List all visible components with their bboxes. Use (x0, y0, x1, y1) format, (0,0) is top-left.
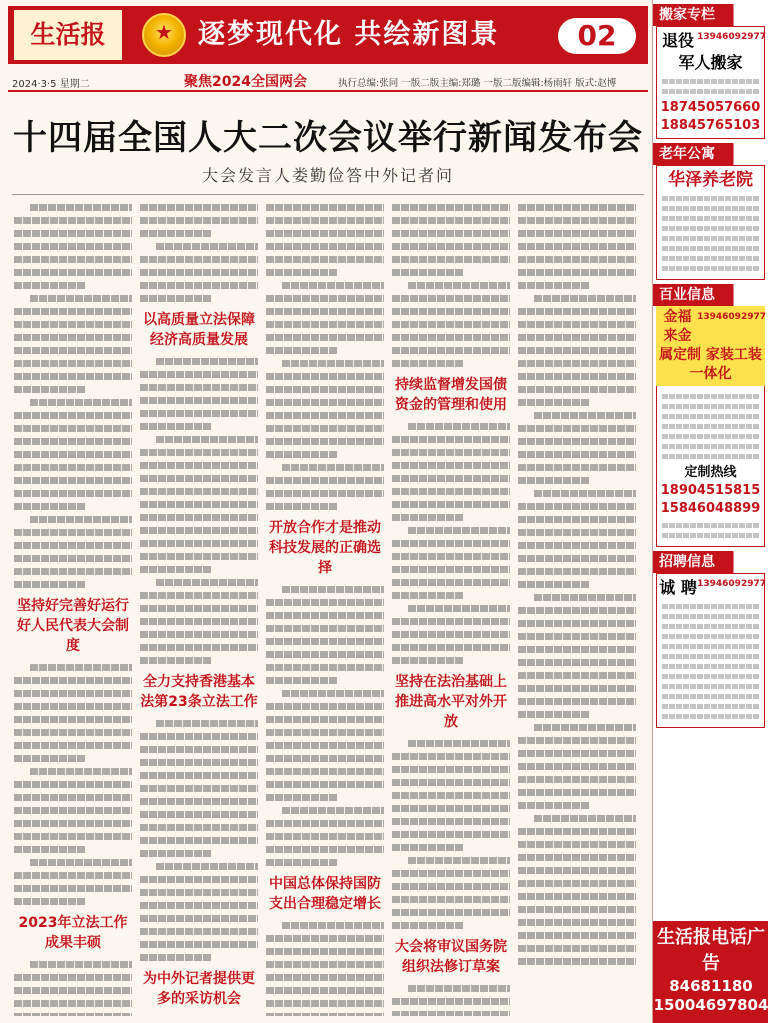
article-column-3 (266, 204, 384, 1016)
phone-ads-number: 84681180 (669, 977, 753, 995)
moving-ads-tag: 搬家专栏 13946092977 (653, 4, 768, 26)
national-emblem-icon (142, 13, 186, 57)
section-heading: 坚持好完善好运行好人民代表大会制度 (17, 598, 129, 654)
general-tag-phone: 13946092977 (697, 312, 766, 322)
custom-hotline-phone: 18904515815 (660, 483, 761, 498)
section-heading: 开放合作才是推动科技发展的正确选择 (269, 520, 381, 576)
article-column-1 (14, 204, 132, 1016)
section-heading: 2023年立法工作成果丰硕 (18, 915, 128, 951)
section-heading: 全力支持香港基本法第23条立法工作 (140, 674, 258, 710)
page-number: 02 (558, 18, 636, 54)
moving-ad-phone: 18845765103 (660, 118, 761, 133)
section-heading: 为中外记者提供更多的采访机会 (143, 971, 255, 1007)
jobs-tag-phone: 13946092977 (697, 579, 766, 589)
article-column-5 (518, 204, 636, 1016)
masthead (8, 6, 648, 64)
editor-credits: 执行总编:张同 一版二版主编:郑璐 一版二版编辑:杨雨轩 版式:赵博 (338, 78, 617, 89)
custom-hotline-phone: 15846048899 (660, 501, 761, 516)
section-heading: 持续监督增发国债资金的管理和使用 (395, 377, 507, 413)
custom-hotline-label: 定制热线 (684, 465, 737, 480)
jobs-ads-tag: 招聘信息 13946092977 (653, 551, 768, 573)
moving-ad-title: 退役军人搬家 (662, 31, 743, 72)
issue-info-bar (8, 70, 648, 92)
jobs-ad (656, 573, 765, 728)
general-ads-tag: 百业信息 13946092977 (653, 284, 768, 306)
newspaper-logo: 生活报 (14, 10, 122, 60)
section-heading: 中国总体保持国防支出合理稳定增长 (269, 876, 381, 912)
section-focus-label: 聚焦2024全国两会 (184, 74, 307, 90)
metal-custom-details (656, 386, 765, 547)
metal-custom-title: 金福来金属定制 家装工装一体化 (659, 309, 762, 382)
phone-ads-title: 生活报电话广告 (657, 927, 765, 974)
article-headline: 十四届全国人大二次会议举行新闻发布会 (13, 118, 643, 158)
article-column-4 (392, 204, 510, 1016)
issue-date: 2024·3·5 星期二 (12, 79, 90, 90)
elderly-home-ad (656, 165, 765, 280)
headline-divider (12, 194, 644, 195)
section-heading: 坚持在法治基础上推进高水平对外开放 (395, 674, 507, 730)
phone-ads-number: 15004697804 (653, 996, 768, 1014)
phone-ads-footer (653, 921, 768, 1023)
article-column-2 (140, 204, 258, 1016)
moving-ad-phone: 18745057660 (660, 100, 761, 115)
moving-tag-phone: 13946092977 (697, 32, 766, 42)
section-heading: 大会将审议国务院组织法修订草案 (395, 939, 507, 975)
classified-ads-column (652, 0, 768, 1023)
article-subhead: 大会发言人娄勤俭答中外记者问 (201, 166, 454, 185)
jobs-ad-title: 诚 聘 (659, 578, 697, 597)
section-heading: 以高质量立法保障经济高质量发展 (143, 312, 255, 348)
masthead-slogan: 逐梦现代化 共绘新图景 (198, 19, 500, 50)
elderly-ads-tag: 老年公寓 (653, 143, 768, 165)
elderly-home-name: 华泽养老院 (668, 170, 753, 190)
